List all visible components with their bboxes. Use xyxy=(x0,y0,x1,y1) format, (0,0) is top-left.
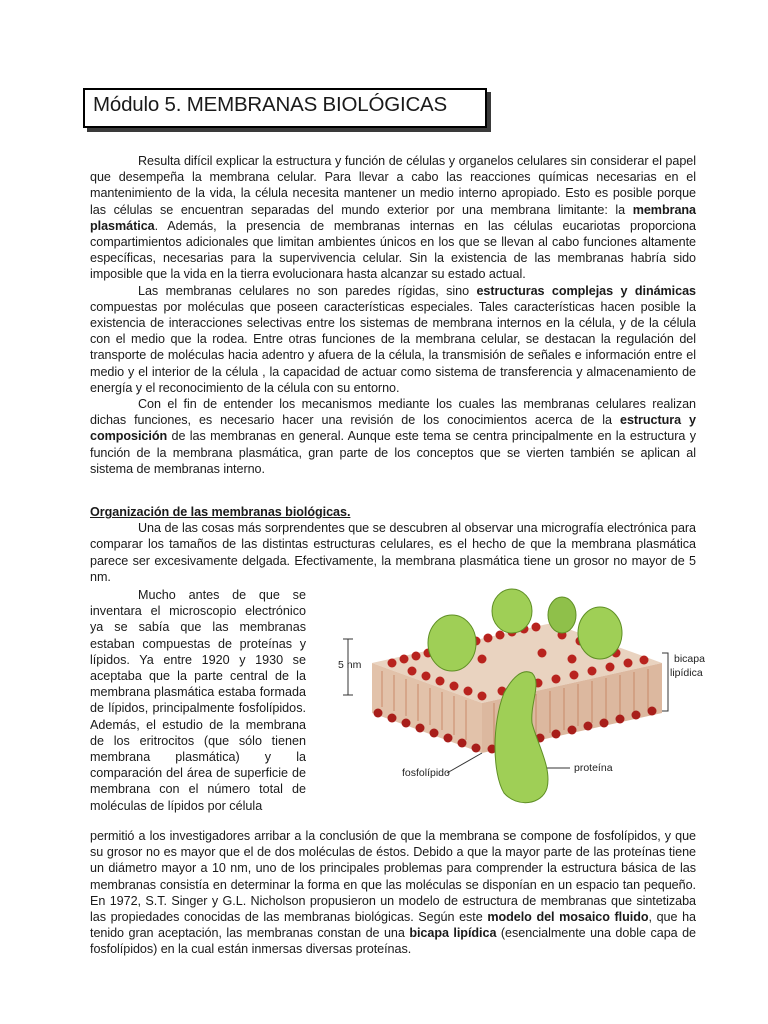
text-span: . Además, la presencia de membranas internas en las células eucariotas proporciona compartimientos adicionales que limitan ambientes únicos en los que se llevan al cabo funciones altamente específicas, necesarias para la supervivencia celular. Sin la existencia de las membranas habría sido imposible que la vida en la tierra evolucionara hasta alcanzar su estado actual. xyxy=(90,218,696,282)
intro-paragraph-2 xyxy=(90,283,696,396)
thickness-label: 5 nm xyxy=(338,659,362,671)
section-heading: Organización de las membranas biológicas. xyxy=(90,505,351,519)
text-span: Resulta difícil explicar la estructura y función de células y organelos celulares sin considerar el papel que desempeña la membrana celular. Para llevar a cabo las reacciones químicas necesarias en el mantenimiento de la vida, la célula necesita mantener un medio interno apropiado. Esto es posible porque las células se encuentran separadas del mundo exterior por una membrana limitante: la xyxy=(90,154,696,217)
text-span: Con el fin de entender los mecanismos mediante los cuales las membranas celulares realizan dichas funciones, es necesario hacer una revisión de los conocimientos acerca de la xyxy=(90,397,696,428)
membrane-figure xyxy=(338,583,705,808)
bilayer-label-1: bicapa xyxy=(674,653,705,665)
text-span: compuestas por moléculas que poseen características especiales. Tales características hacen posible la existencia de interacciones selectivas entre los sistemas de membrana internos en la célula, y de la célula con el medio que la rodea. Entre otras funciones de la membrana celular, se destacan la regulación del transporte de moléculas hacia adentro y afuera de la célula, la transmisión de señales e información entre el medio y el interior de la célula , la capacidad de actuar como sistema de transferencia y almacenamiento de energía y el reconocimiento de la célula con su entorno. xyxy=(90,299,696,395)
intro-paragraph-3 xyxy=(90,396,696,477)
protein-shape xyxy=(492,589,532,633)
membrane-illustration xyxy=(342,583,702,808)
protein-shape xyxy=(548,597,576,633)
bold-term: estructura y composición xyxy=(90,413,697,444)
bold-term: bicapa lipídica xyxy=(409,926,497,941)
side-text xyxy=(90,587,306,814)
phospholipid-label: fosfolípido xyxy=(402,767,450,779)
bilayer-bracket xyxy=(662,653,668,711)
phospholipid-leader xyxy=(447,753,482,773)
text-span: (esencialmente una doble capa de fosfolípidos) en la cual están inmersas diversas proteínas. xyxy=(90,926,696,957)
title-box xyxy=(83,88,487,128)
text-span: , que ha tenido gran aceptación, las membranas constan de una xyxy=(90,910,696,941)
text-span: de las membranas en general. Aunque este tema se centra principalmente en la estructura y función de la membrana plasmática, gran parte de los conceptos que se vierten también se aplican al sistema de membranas interno. xyxy=(90,429,696,476)
intro-paragraph-1 xyxy=(90,153,696,283)
text-span: Las membranas celulares no son paredes rígidas, sino xyxy=(138,283,477,298)
bold-term: membrana plasmática xyxy=(90,202,696,233)
side-paragraph: Mucho antes de que se inventara el microscopio electrónico ya se sabía que las membranas estaban compuestas de proteínas y lípidos. Ya entre 1920 y 1930 se aceptaba que la parte central de la membrana plasmática estaba formada de lípidos, principalmente fosfolípidos. Además, el estudio de la membrana de los eritrocitos (que sólo tienen membrana plasmática) y la comparación del área de superficie de membrana con el número total de moléculas de lípidos por célula xyxy=(90,588,306,813)
protein-shape xyxy=(428,615,476,671)
text-span: permitió a los investigadores arribar a la conclusión de que la membrana se compone de fosfolípidos, y que su grosor no es mayor que el de dos moléculas de éstos. Debido a que la mayor parte de las proteínas tiene un diámetro mayor a 10 nm, uno de los principales problemas para comprender la estructura básica de las membranas consistía en determinar la forma en que las moléculas se disponían en un espacio tan pequeño. En 1972, S.T. Singer y G.L. Nicholson propusieron un modelo de estructura de membranas que sintetizaba las propiedades conocidas de las membranas biológicas. Según este xyxy=(90,829,696,925)
continued-paragraph xyxy=(90,828,696,958)
bold-term: estructuras complejas y dinámicas xyxy=(476,283,696,298)
intro-text xyxy=(90,153,696,477)
continued-text xyxy=(90,828,696,958)
section-paragraph-1: Una de las cosas más sorprendentes que se descubren al observar una micrografía electrónica para comparar los tamaños de las distintas estructuras celulares, es el hecho de que la membrana plasmática parece ser excesivamente delgada. Efectivamente, la membrana plasmática tiene un grosor no mayor de 5 nm. xyxy=(90,521,696,584)
bilayer-label-2: lipídica xyxy=(670,667,703,679)
protein-shape xyxy=(578,607,622,659)
protein-label: proteína xyxy=(574,762,613,774)
page-title: Módulo 5. MEMBRANAS BIOLÓGICAS xyxy=(93,93,448,116)
bold-term: modelo del mosaico fluido xyxy=(487,910,649,925)
section-text xyxy=(90,504,696,585)
